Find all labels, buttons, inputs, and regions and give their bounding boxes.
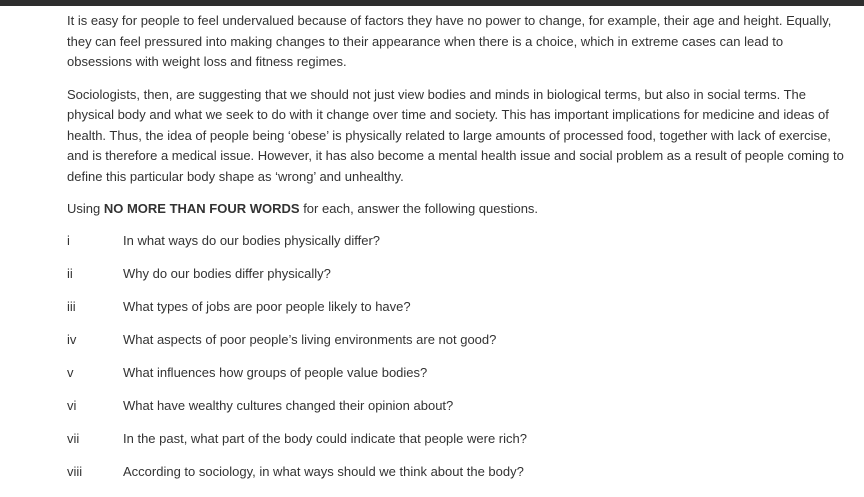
question-number: i <box>67 232 70 248</box>
question-text: What types of jobs are poor people likely to have? <box>123 298 411 314</box>
question-text: Why do our bodies differ physically? <box>123 265 331 281</box>
question-number: viii <box>67 463 83 479</box>
question-text: What influences how groups of people value bodies? <box>123 364 428 380</box>
question-item <box>67 462 847 495</box>
instruction-text: for each, answer the following questions. <box>299 201 539 216</box>
paragraph: Sociologists, then, are suggesting that we should not just view bodies and minds in biological terms, but also in social terms. The physical body and what we seek to do with it change over time and society. This has important implications for medicine and ideas of health. Thus, the idea of people being ‘obese’ is physically related to large amounts of processed food, together with lack of exercise, and is therefore a medical issue. However, it has also become a mental health issue and social problem as a result of people coming to define this particular body shape as ‘wrong’ and unhealthy. <box>67 86 844 184</box>
question-item <box>67 363 847 396</box>
top-bar <box>0 0 864 6</box>
question-item <box>67 396 847 429</box>
question-text: In what ways do our bodies physically differ? <box>123 232 381 248</box>
question-number: ii <box>67 265 73 281</box>
question-number: iii <box>67 298 76 314</box>
question-item <box>67 264 847 297</box>
question-item <box>67 330 847 363</box>
question-number: vi <box>67 397 77 413</box>
instruction-emphasis: NO MORE THAN FOUR WORDS <box>103 201 300 216</box>
question-number: vii <box>67 430 80 446</box>
question-text: In the past, what part of the body could indicate that people were rich? <box>123 430 527 446</box>
instruction-text: Using <box>67 201 104 216</box>
question-text: According to sociology, in what ways should we think about the body? <box>123 463 524 479</box>
question-item <box>67 231 847 264</box>
question-text: What aspects of poor people’s living environments are not good? <box>123 331 497 347</box>
question-number: v <box>67 364 74 380</box>
question-item <box>67 429 847 462</box>
question-number: iv <box>67 331 77 347</box>
question-item <box>67 297 847 330</box>
instructions <box>67 199 847 220</box>
question-text: What have wealthy cultures changed their opinion about? <box>123 397 454 413</box>
question-list <box>67 231 847 495</box>
paragraph: It is easy for people to feel undervalued because of factors they have no power to change, for example, their age and height. Equally, they can feel pressured into making changes to their appearance when there is a choice, which in extreme cases can lead to obsessions with weight loss and fitness regimes. <box>67 13 832 69</box>
document-body <box>67 11 847 495</box>
